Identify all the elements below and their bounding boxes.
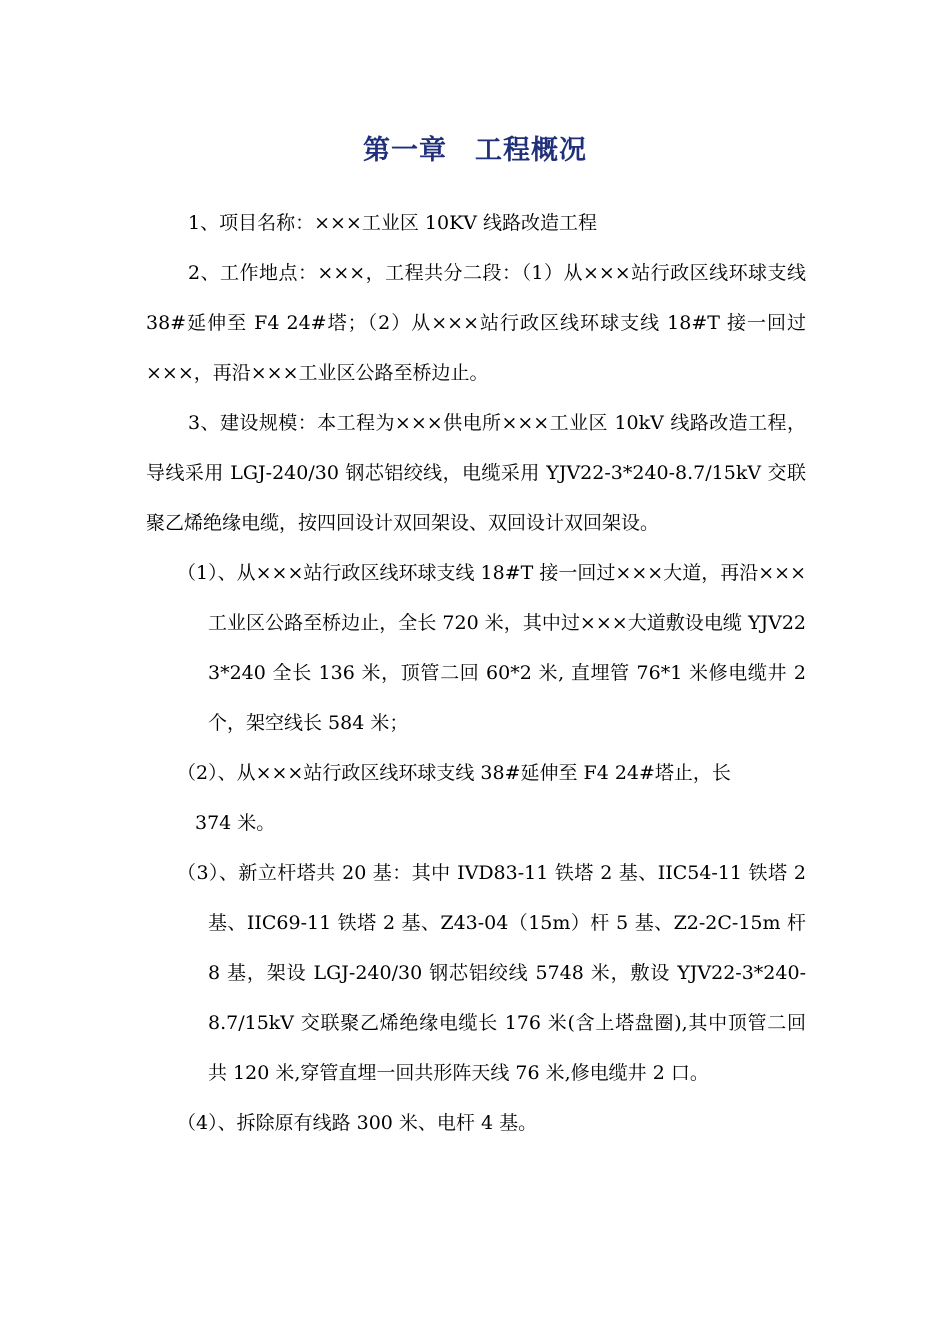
chapter-title <box>0 128 950 167</box>
list-item-3: （3）、新立杆塔共 20 基：其中 IVD83-11 铁塔 2 基、IIC54-11 铁塔 2 基、IIC69-11 铁塔 2 基、Z43-04（15m）杆 5 基、Z2-2C-15m 杆 8 基，架设 LGJ-240/30 钢芯铝绞线 5748 米，敷设 YJV22-3*240-8.7/15kV 交联聚乙烯绝缘电缆长 176 米(含上塔盘圈),其中顶管二回共 120 米,穿管直埋一回共形阵天线 76 米,修电缆井 2 口。 <box>177 862 806 1084</box>
paragraph-project-name: 1、项目名称：×××工业区 10KV 线路改造工程 <box>188 212 598 234</box>
chapter-number: 第一章 <box>363 135 447 166</box>
list-item-2: （2）、从×××站行政区线环球支线 38#延伸至 F4 24#塔止，长 <box>177 762 731 784</box>
list-item-4: （4）、拆除原有线路 300 米、电杆 4 基。 <box>177 1112 538 1134</box>
paragraph-work-location: 2、工作地点：×××，工程共分二段：（1）从×××站行政区线环球支线 38#延伸至 F4 24#塔；（2）从×××站行政区线环球支线 18#T 接一回过×××，再沿×××工业区公路至桥边止。 <box>146 262 806 384</box>
list-item-1: （1）、从×××站行政区线环球支线 18#T 接一回过×××大道，再沿×××工业区公路至桥边止，全长 720 米，其中过×××大道敷设电缆 YJV22 3*240 全长 136 米，顶管二回 60*2 米, 直埋管 76*1 米修电缆井 2 个，架空线长 584 米； <box>177 562 806 734</box>
list-item-2-continuation: 374 米。 <box>195 812 276 834</box>
document-body <box>146 198 806 1148</box>
paragraph-construction-scale: 3、建设规模：本工程为×××供电所×××工业区 10kV 线路改造工程，导线采用 LGJ-240/30 钢芯铝绞线，电缆采用 YJV22-3*240-8.7/15kV 交联聚乙烯绝缘电缆，按四回设计双回架设、双回设计双回架设。 <box>146 412 806 534</box>
chapter-name: 工程概况 <box>475 135 587 166</box>
